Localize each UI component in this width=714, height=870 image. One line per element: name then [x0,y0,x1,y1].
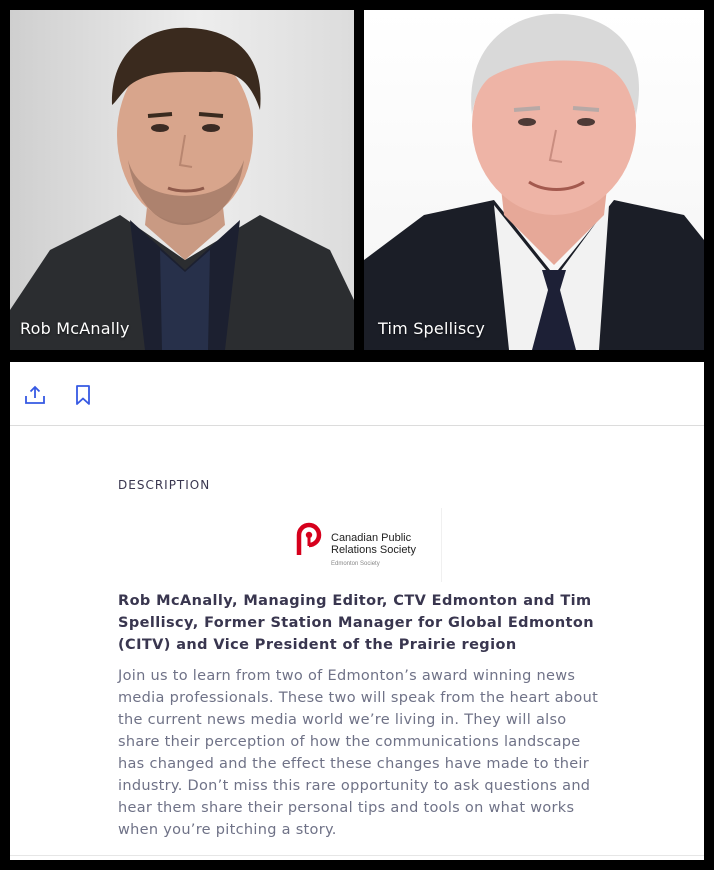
bookmark-icon [74,384,92,406]
portrait-tim-spelliscy [364,10,704,350]
cprs-logo [288,508,442,582]
share-icon [24,384,46,406]
divider [10,855,704,856]
cprs-logo-name: Canadian Public Relations Society [331,532,416,556]
caption-tim-spelliscy: Tim Spelliscy [378,319,486,338]
description-section [118,478,599,838]
bookmark-button[interactable] [70,382,96,408]
hero-image [10,10,704,362]
description-body: Join us to learn from two of Edmonton’s award winning news media professionals. These two will speak from the heart about the current news media world we’re living in. They will also share their perception of how the communications landscape has changed and the effect these changes have made to their industry. Don’t miss this rare opportunity to ask questions and hear them share their personal tips and tools on what works when you’re pitching a story. [118,668,599,838]
event-page [10,10,704,860]
portrait-rob-mcanally [10,10,354,350]
portrait-illustration-right [364,10,704,350]
cprs-logo-icon [294,522,324,556]
description-label: DESCRIPTION [118,478,211,492]
action-bar [10,362,704,426]
cprs-logo-sub: Edmonton Society [331,561,380,567]
share-button[interactable] [22,382,48,408]
description-heading: Rob McAnally, Managing Editor, CTV Edmonton and Tim Spelliscy, Former Station Manager for Global Edmonton (CITV) and Vice President of the Prairie region [118,593,594,653]
caption-rob-mcanally: Rob McAnally [20,319,130,338]
portrait-illustration-left [10,10,354,350]
